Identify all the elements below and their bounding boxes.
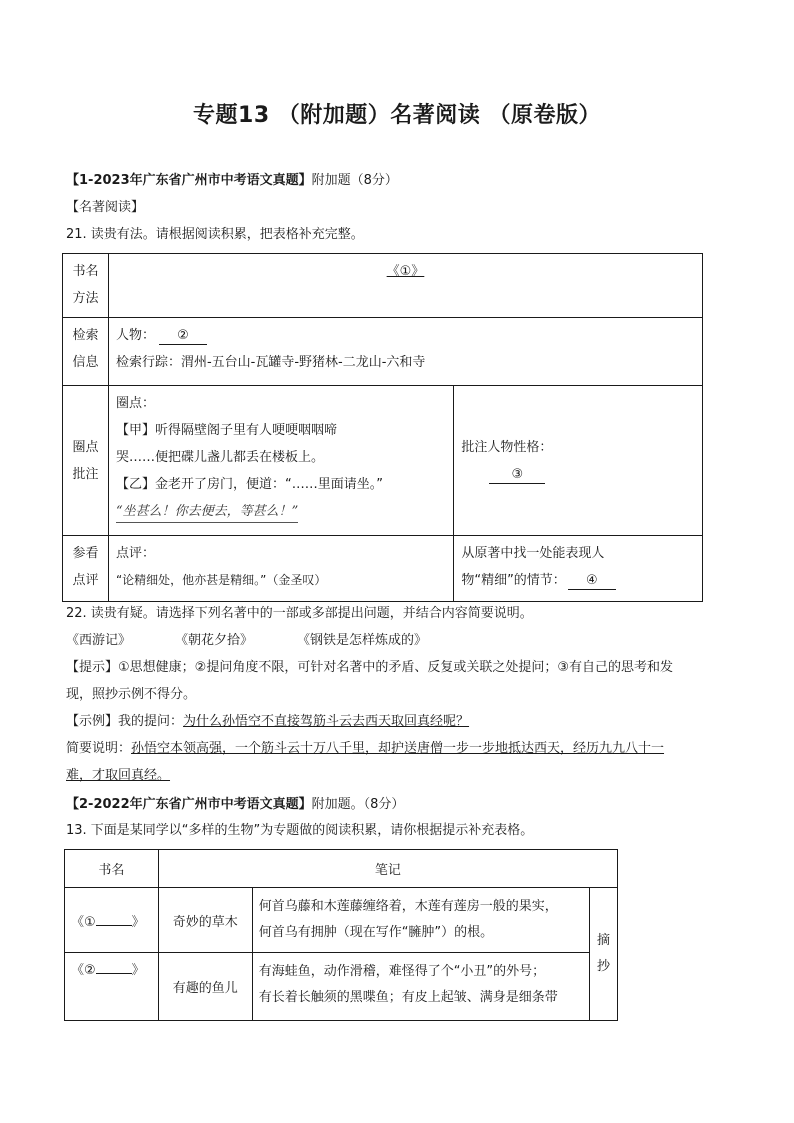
- hint-text-1: ①思想健康；②提问角度不限，可针对名著中的矛盾、反复或关联之处提问；③有自己的思考和发: [118, 660, 673, 675]
- table-row: [63, 536, 703, 602]
- example-tag: 【示例】: [66, 714, 119, 729]
- diverse-creatures-table: [64, 849, 618, 1021]
- label-line: 圈点: [72, 439, 99, 455]
- book-item: 《钢铁是怎样炼成的》: [297, 633, 428, 648]
- q21-prompt: 21. 读贵有法。请根据阅读积累，把表格补充完整。: [66, 227, 364, 242]
- hint-line-2: 现，照抄示例不得分。: [66, 687, 197, 702]
- explain-text-1: 孙悟空本领高强，一个筋斗云十万八千里，却护送唐僧一步一步地抵达西天，经历九九八十一: [131, 741, 665, 756]
- explain-line-2: 难，才取回真经。: [66, 768, 171, 783]
- hint-tag: 【提示】: [66, 660, 119, 675]
- blank-1: 《①》: [386, 264, 425, 279]
- commentary-label: 点评：: [115, 546, 155, 561]
- table-row: [65, 888, 618, 953]
- label-line: 方法: [72, 291, 99, 306]
- book-open: 《①: [71, 914, 96, 930]
- reading-methods-table: [62, 253, 703, 602]
- row-label-search: [63, 318, 109, 386]
- q2-source-line: [66, 796, 404, 814]
- excerpt-side-label: [590, 888, 618, 1021]
- blank-3-wrap: [461, 461, 695, 488]
- blank-book-2: [96, 973, 132, 974]
- note-line: 有海蛙鱼，动作滑稽，难怪得了个“小丑”的外号；: [258, 964, 546, 979]
- book-open: 《②: [71, 963, 96, 978]
- book-close: 》: [131, 963, 145, 978]
- side-char: 摘: [596, 933, 610, 948]
- q1-source: 【1-2023年广东省广州市中考语文真题】: [66, 173, 312, 188]
- blank-3: ③: [489, 467, 545, 484]
- route-line: 检索行踪：渭州-五台山-瓦罐寺-野猪林-二龙山-六和寺: [115, 355, 426, 370]
- handwritten-underlined-quote: “坐甚么！你去便去，等甚么！”: [116, 502, 298, 523]
- example-question: 为什么孙悟空不直接驾筋斗云去西天取回真经呢？: [183, 714, 470, 729]
- q1-section: 【名著阅读】: [66, 200, 145, 215]
- plot-prompt-text: 物“精细”的情节：: [461, 573, 566, 588]
- row-label-reference: [63, 536, 109, 602]
- commentary-quote: “论精细处，他亦甚是精细。”（金圣叹）: [115, 573, 327, 587]
- header-notes: 笔记: [158, 850, 617, 888]
- explain-label: 简要说明：: [66, 741, 132, 756]
- label-line: 检索: [72, 328, 99, 343]
- annotation-label: 批注人物性格：: [461, 439, 553, 455]
- blank-2: ②: [159, 328, 207, 345]
- plot-prompt-1: 从原著中找一处能表现人: [461, 546, 605, 561]
- plot-prompt-2: [461, 567, 695, 594]
- book-title-cell: [108, 254, 702, 318]
- note-line: 何首乌有拥肿（现在写作“臃肿”）的根。: [258, 925, 494, 940]
- example-label: 我的提问：: [118, 714, 184, 729]
- excerpt-jia-1: 【甲】听得隔壁阁子里有人哽哽咽咽啼: [115, 423, 337, 438]
- book-list: [66, 632, 427, 650]
- blank-book-1: [96, 925, 132, 926]
- person-label: 人物：: [115, 328, 155, 343]
- label-line: 点评: [72, 573, 99, 588]
- label-line: 书名: [72, 264, 99, 279]
- quandian-label: 圈点：: [115, 396, 155, 411]
- q2-source: 【2-2022年广东省广州市中考语文真题】: [66, 797, 312, 812]
- hint-line-1: [66, 659, 673, 677]
- row-label-book-method: [63, 254, 109, 318]
- character-annotation-cell: [454, 386, 703, 536]
- book-cell-1: [65, 888, 159, 953]
- search-info-cell: [108, 318, 702, 386]
- person-line: [116, 322, 695, 349]
- example-line: [66, 713, 469, 731]
- q13-prompt: 13. 下面是某同学以“多样的生物”为专题做的阅读积累，请你根据提示补充表格。: [66, 823, 534, 838]
- book-cell-2: [65, 953, 159, 1021]
- label-line: 参看: [72, 546, 99, 561]
- topic-cell-2: 有趣的鱼儿: [158, 953, 252, 1021]
- note-line: 有长着长触须的黑喋鱼；有皮上起皱、满身是细条带: [258, 990, 558, 1005]
- book-item: 《朝花夕拾》: [175, 633, 254, 648]
- topic-cell-1: 奇妙的草木: [158, 888, 252, 953]
- q1-source-line: [66, 172, 398, 190]
- table-row: [63, 386, 703, 536]
- note-line: 何首乌藤和木莲藤缠络着，木莲有莲房一般的果实，: [258, 899, 558, 914]
- excerpt-cell: [108, 386, 453, 536]
- side-char: 抄: [596, 959, 610, 974]
- book-close: 》: [131, 914, 145, 930]
- book-item: 《西游记》: [66, 633, 132, 648]
- explain-line-1: [66, 740, 664, 758]
- blank-4: ④: [568, 573, 616, 590]
- label-line: 批注: [72, 466, 99, 482]
- detail-plot-cell: [454, 536, 703, 602]
- label-line: 信息: [72, 355, 99, 370]
- header-book: 书名: [65, 850, 159, 888]
- note-cell-2: [252, 953, 589, 1021]
- q2-source-tail: 附加题。（8分）: [311, 797, 405, 812]
- q22-prompt: 22. 读贵有疑。请选择下列名著中的一部或多部提出问题，并结合内容简要说明。: [66, 606, 533, 621]
- note-cell-1: [252, 888, 589, 953]
- commentary-cell: [108, 536, 453, 602]
- q1-source-tail: 附加题（8分）: [311, 173, 398, 188]
- table-row: [63, 254, 703, 318]
- table-row: [65, 850, 618, 888]
- page-title: 专题13 （附加题）名著阅读 （原卷版）: [193, 103, 601, 128]
- row-label-annotate: [63, 386, 109, 536]
- table-row: [65, 953, 618, 1021]
- excerpt-jia-2: 哭……便把碟儿盏儿都丢在楼板上。: [115, 450, 324, 465]
- excerpt-yi: 【乙】金老开了房门，便道：“……里面请坐。”: [115, 477, 383, 492]
- table-row: [63, 318, 703, 386]
